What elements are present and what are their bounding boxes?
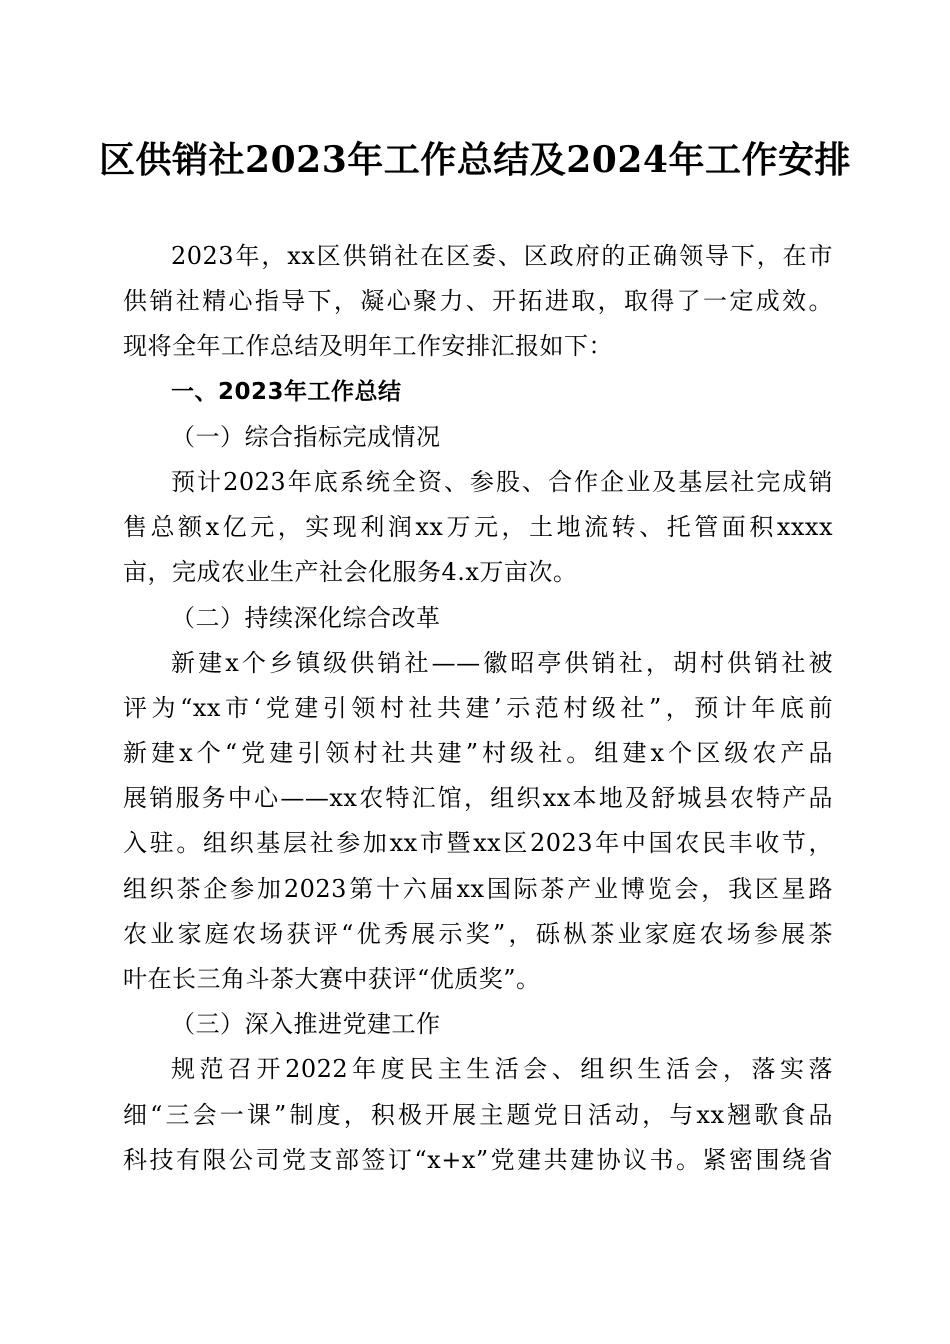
paragraph-line: 叶在长三角斗茶大赛中获评“优质奖”。 [123, 965, 541, 993]
paragraph-line: 评为“xx市‘党建引领村社共建’示范村级社”，预计年底前 [123, 693, 833, 722]
paragraph-line: 亩，完成农业生产社会化服务4.x万亩次。 [123, 558, 578, 587]
subsection-heading: （二）持续深化综合改革 [171, 603, 441, 632]
paragraph-line: 展销服务中心——xx农特汇馆，组织xx本地及舒城县农特产品 [123, 784, 833, 813]
paragraph-line: 供销社精心指导下，凝心聚力、开拓进取，取得了一定成效。 [123, 287, 833, 316]
paragraph-line: 现将全年工作总结及明年工作安排汇报如下： [123, 332, 613, 361]
paragraph-line: 新建x个乡镇级供销社——徽昭亭供销社，胡村供销社被 [171, 648, 833, 677]
paragraph-line: 入驻。组织基层社参加xx市暨xx区2023年中国农民丰收节， [123, 829, 833, 858]
paragraph-line: 细“三会一课”制度，积极开展主题党日活动，与xx翘歌食品 [123, 1100, 833, 1129]
paragraph-line: 售总额x亿元，实现利润xx万元，土地流转、托管面积xxxx [123, 513, 833, 542]
paragraph-line: 农业家庭农场获评“优秀展示奖”，砾枞茶业家庭农场参展茶 [123, 919, 833, 948]
paragraph-line: 科技有限公司党支部签订“x+x”党建共建协议书。紧密围绕省 [123, 1145, 833, 1174]
paragraph-line: 新建x个“党建引领村社共建”村级社。组建x个区级农产品 [123, 739, 833, 768]
subsection-heading: （一）综合指标完成情况 [171, 422, 441, 451]
section-heading: 一、2023年工作总结 [171, 378, 402, 405]
paragraph-line: 2023年，xx区供销社在区委、区政府的正确领导下，在市 [171, 242, 833, 270]
paragraph-line: 预计2023年底系统全资、参股、合作企业及基层社完成销 [171, 467, 833, 496]
document-body [123, 234, 833, 1183]
paragraph-line: 规范召开2022年度民主生活会、组织生活会，落实落 [171, 1055, 833, 1084]
subsection-heading: （三）深入推进党建工作 [171, 1010, 441, 1039]
paragraph-line: 组织茶企参加2023第十六届xx国际茶产业博览会，我区星路 [123, 874, 833, 903]
document-title: 区供销社2023年工作总结及2024年工作安排 [99, 139, 851, 181]
